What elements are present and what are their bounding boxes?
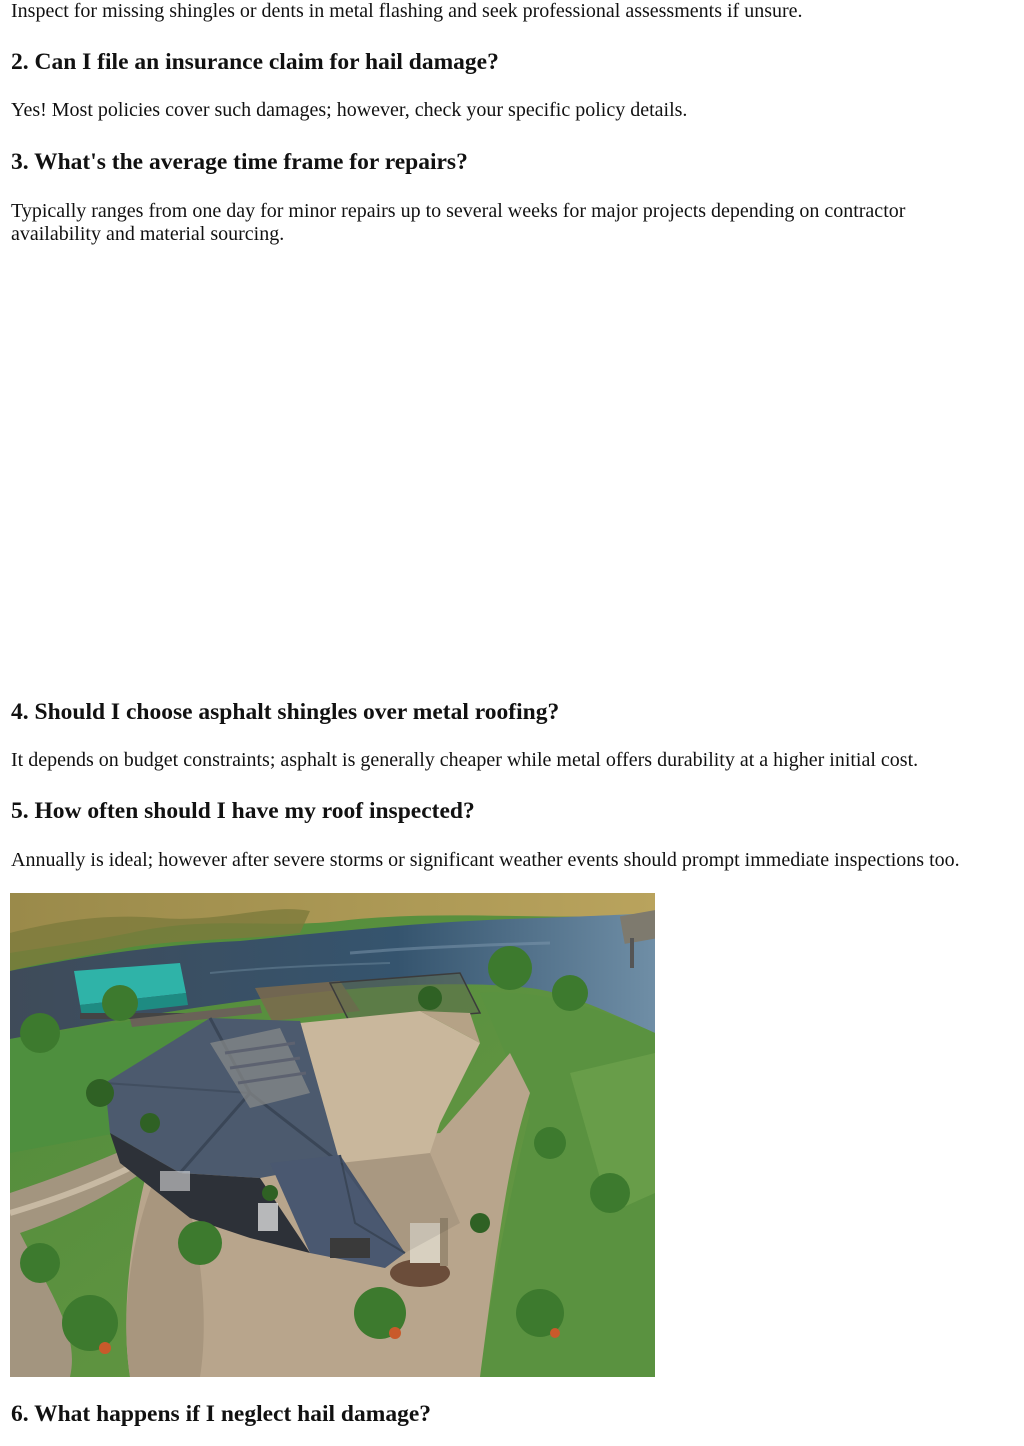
faq-answer-3: Typically ranges from one day for minor repairs up to several weeks for major projects depending on contractor availability and material sourcing. <box>11 200 906 245</box>
faq-question-3: 3. What's the average time frame for repairs? <box>11 149 468 175</box>
faq-answer-4: It depends on budget constraints; asphalt is generally cheaper while metal offers durability at a higher initial cost. <box>11 749 919 771</box>
aerial-roof-photo <box>10 893 655 1377</box>
faq-answer-5: Annually is ideal; however after severe storms or significant weather events should prompt immediate inspections too. <box>11 849 960 871</box>
faq-question-6: 6. What happens if I neglect hail damage? <box>11 1401 431 1427</box>
faq-answer-2: Yes! Most policies cover such damages; however, check your specific policy details. <box>11 99 688 121</box>
faq-question-2: 2. Can I file an insurance claim for hail damage? <box>11 49 499 75</box>
faq-question-5: 5. How often should I have my roof inspected? <box>11 798 475 824</box>
faq-question-4: 4. Should I choose asphalt shingles over metal roofing? <box>11 699 560 725</box>
faq-intro-answer: Inspect for missing shingles or dents in metal flashing and seek professional assessments if unsure. <box>11 0 803 22</box>
